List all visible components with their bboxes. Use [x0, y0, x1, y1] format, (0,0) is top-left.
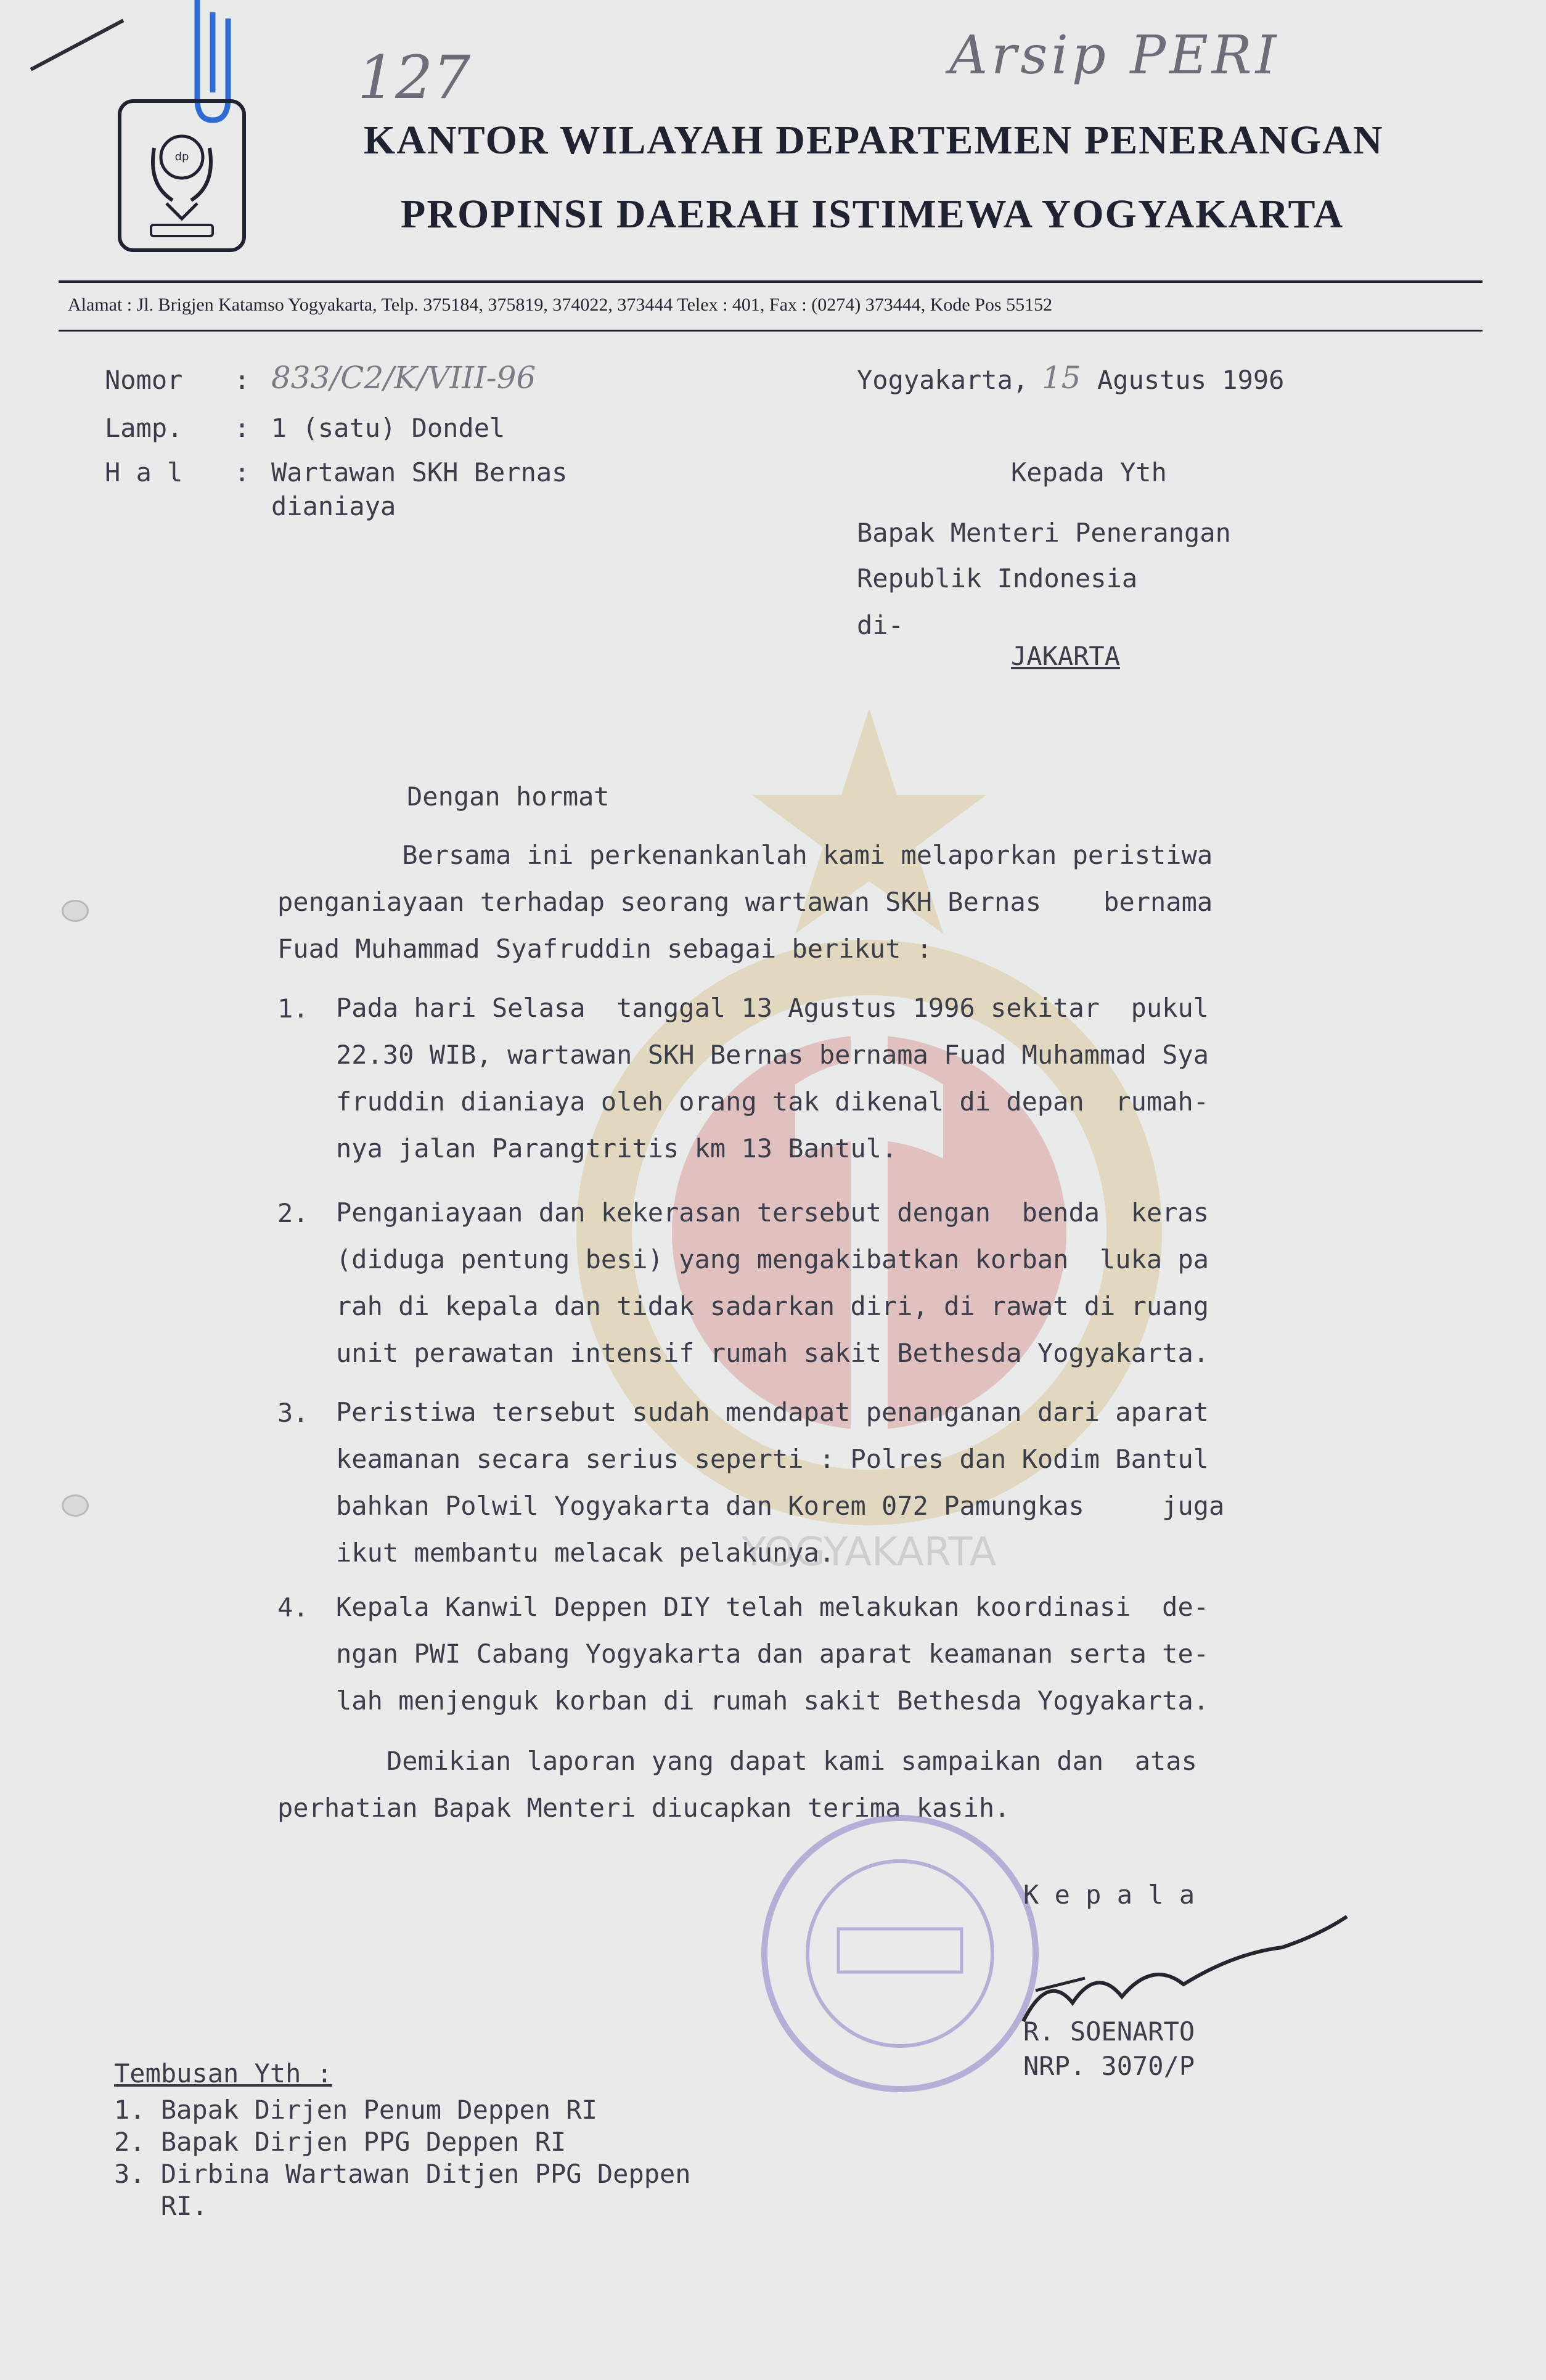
recipient-kepada: Kepada Yth: [1011, 457, 1167, 487]
intro-paragraph: Bersama ini perkenankanlah kami melaporkan peristiwa penganiayaan terhadap seorang wartawan SKH Bernas bernama Fuad Muhammad Syafruddin sebagai berikut :: [277, 840, 1213, 964]
item-text: Penganiayaan dan kekerasan tersebut dengan benda keras (diduga pentung besi) yang mengakibatkan korban luka pa rah di kepala dan tidak sadarkan diri, di rawat di ruang unit perawatan intensif rumah sakit Bethesda Yogyakarta.: [336, 1197, 1209, 1368]
item-number: 4.: [277, 1592, 309, 1623]
handwritten-number: 127: [358, 43, 471, 112]
recipient-city: JAKARTA: [1011, 641, 1121, 671]
copies-item: 1. Bapak Dirjen Penum Deppen RI: [114, 2095, 597, 2125]
handwritten-signature: [1011, 1898, 1356, 2034]
copies-item: 3. Dirbina Wartawan Ditjen PPG Deppen RI.: [114, 2159, 691, 2221]
item-text: Peristiwa tersebut sudah mendapat penanganan dari aparat keamanan secara serius seperti : Polres dan Kodim Bantul bahkan Polwil Yogyakarta dan Korem 072 Pamungkas juga ikut membantu melacak pelakunya.: [336, 1397, 1225, 1568]
letterhead-rule-top: [59, 280, 1483, 283]
date-place: Yogyakarta,: [857, 365, 1029, 395]
recipient-line3: di-: [857, 610, 904, 640]
recipient-line1: Bapak Menteri Penerangan: [857, 518, 1231, 548]
closing-paragraph: Demikian laporan yang dapat kami sampaikan dan atas perhatian Bapak Menteri diucapkan terima kasih.: [277, 1746, 1197, 1823]
lamp-label: Lamp.: [105, 413, 183, 443]
punch-hole: [62, 900, 89, 922]
hal-label: H a l: [105, 457, 183, 487]
salutation: Dengan hormat: [407, 781, 610, 812]
pen-stroke: [30, 18, 125, 71]
date-day: 15: [1042, 360, 1081, 396]
letterhead-rule-bottom: [59, 330, 1483, 332]
letterhead-address: Alamat : Jl. Brigjen Katamso Yogyakarta, Telp. 375184, 375819, 374022, 373444 Telex : 401, Fax : (0274) 373444, Kode Pos 55152: [68, 295, 1053, 315]
lamp-value: 1 (satu) Dondel: [271, 413, 505, 443]
letterhead-title-line2: PROPINSI DAERAH ISTIMEWA YOGYAKARTA: [401, 192, 1344, 237]
hal-value-line1: Wartawan SKH Bernas: [271, 457, 568, 487]
date-month-year: Agustus 1996: [1097, 365, 1285, 395]
lamp-separator: :: [234, 413, 250, 443]
handwritten-archive-note: Arsip PERI: [949, 25, 1280, 86]
signatory-title: K e p a l a: [1023, 1880, 1195, 1910]
signatory-name: R. SOENARTO: [1023, 2016, 1195, 2047]
item-number: 2.: [277, 1198, 309, 1228]
nomor-separator: :: [234, 365, 250, 395]
official-stamp: [752, 1806, 1048, 2101]
item-text: Pada hari Selasa tanggal 13 Agustus 1996 sekitar pukul 22.30 WIB, wartawan SKH Bernas bernama Fuad Muhammad Sya fruddin dianiaya oleh orang tak dikenal di depan rumah- nya jalan Parangtritis km 13 Bantul.: [336, 993, 1209, 1164]
ministry-logo: [117, 99, 247, 253]
copies-heading: Tembusan Yth :: [114, 2058, 333, 2089]
nomor-label: Nomor: [105, 365, 183, 395]
svg-text:dp: dp: [174, 150, 189, 163]
item-number: 3.: [277, 1398, 309, 1428]
hal-value-line2: dianiaya: [271, 491, 396, 521]
signatory-nrp: NRP. 3070/P: [1023, 2051, 1195, 2081]
nomor-value: 833/C2/K/VIII-96: [271, 360, 536, 396]
svg-text:YOGYAKARTA: YOGYAKARTA: [742, 1530, 997, 1575]
copies-item: 2. Bapak Dirjen PPG Deppen RI: [114, 2127, 566, 2157]
hal-separator: :: [234, 457, 250, 487]
recipient-line2: Republik Indonesia: [857, 563, 1138, 593]
item-number: 1.: [277, 993, 309, 1024]
letterhead-title-line1: KANTOR WILAYAH DEPARTEMEN PENERANGAN: [364, 118, 1384, 163]
punch-hole: [62, 1494, 89, 1517]
item-text: Kepala Kanwil Deppen DIY telah melakukan koordinasi de- ngan PWI Cabang Yogyakarta dan aparat keamanan serta te- lah menjenguk korban di rumah sakit Bethesda Yogyakarta.: [336, 1592, 1209, 1716]
